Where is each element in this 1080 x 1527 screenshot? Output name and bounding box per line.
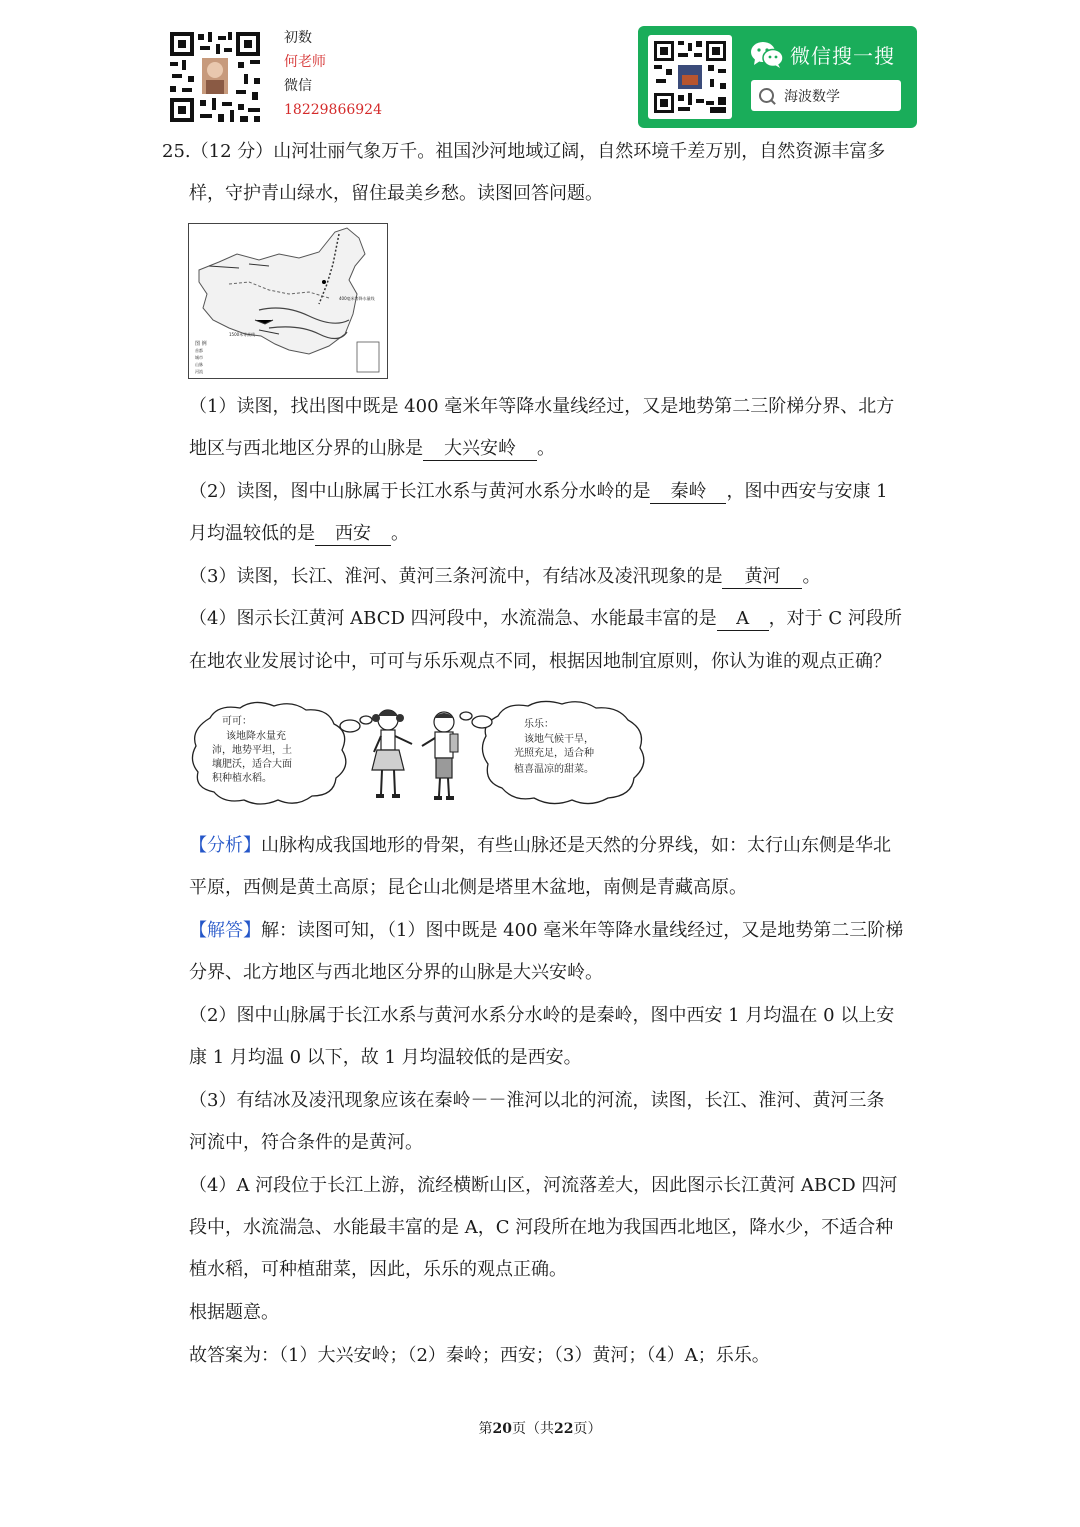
keke-line: 壤肥沃，适合大面 bbox=[212, 759, 292, 770]
contact-line-teacher: 何老师 bbox=[284, 54, 326, 70]
keke-line: 可可： bbox=[222, 716, 252, 727]
q2-text2: 月均温较低的是 bbox=[189, 523, 315, 544]
q1-answer: 大兴安岭 bbox=[423, 438, 537, 461]
map-legend-river: 河流 bbox=[195, 369, 203, 374]
wechat-search-card[interactable] bbox=[638, 26, 917, 128]
q2-line1 bbox=[189, 481, 888, 504]
question-stem-line1: 25.（12 分）山河壮丽气象万千。祖国沙河地域辽阔，自然环境千差万别，自然资源丰富多 bbox=[162, 141, 886, 162]
q1-line1: （1）读图，找出图中既是 400 毫米年等降水量线经过，又是地势第二三阶梯分界、北方 bbox=[189, 396, 895, 417]
answer-line9: 植水稻，可种植甜菜，因此，乐乐的观点正确。 bbox=[189, 1259, 567, 1280]
answer-final: 故答案为：（1）大兴安岭；（2）秦岭；西安；（3）黄河；（4）A；乐乐。 bbox=[189, 1345, 770, 1366]
keke-line: 该地降水量充 bbox=[226, 731, 286, 742]
answer-line1 bbox=[189, 920, 903, 942]
q2-answer-1: 秦岭 bbox=[650, 481, 726, 504]
question-stem-line2: 样，守护青山绿水，留住最美乡愁。读图回答问题。 bbox=[189, 183, 603, 204]
q2-line2 bbox=[189, 523, 409, 546]
lele-line: 植喜温凉的甜菜。 bbox=[514, 764, 594, 775]
keke-line: 沛，地势平坦，土 bbox=[212, 745, 292, 756]
footer-suffix: 页） bbox=[573, 1421, 602, 1437]
q1-line2 bbox=[189, 438, 555, 461]
q3-line bbox=[189, 566, 820, 589]
q3-text: （3）读图，长江、淮河、黄河三条河流中，有结冰及凌汛现象的是 bbox=[189, 566, 723, 587]
map-label-contour: 1500米等高线 bbox=[229, 332, 256, 337]
q1-text: 地区与西北地区分界的山脉是 bbox=[189, 438, 423, 459]
map-legend-title: 图 例 bbox=[195, 341, 207, 347]
answer-line5: （3）有结冰及凌汛现象应该在秦岭－－淮河以北的河流，读图，长江、淮河、黄河三条 bbox=[189, 1090, 885, 1111]
wechat-search-keyword: 海波数学 bbox=[784, 89, 840, 105]
q2-answer-2: 西安 bbox=[315, 523, 391, 546]
answer-line3: （2）图中山脉属于长江水系与黄河水系分水岭的是秦岭，图中西安 1 月均温在 0 以上安 bbox=[189, 1005, 895, 1026]
analysis-text: 山脉构成我国地形的骨架，有些山脉还是天然的分界线，如：太行山东侧是华北 bbox=[261, 835, 891, 856]
contact-line: 微信 bbox=[284, 78, 312, 94]
qr-code-icon bbox=[168, 30, 262, 124]
answer-tag: 【解答】 bbox=[189, 920, 261, 941]
china-map-figure bbox=[188, 223, 388, 379]
map-legend-city: 城市 bbox=[195, 355, 203, 360]
analysis-line2: 平原，西侧是黄土高原；昆仑山北侧是塔里木盆地，南侧是青藏高原。 bbox=[189, 877, 747, 898]
q4-text: （4）图示长江黄河 ABCD 四河段中，水流湍急、水能最丰富的是 bbox=[189, 608, 717, 629]
q3-answer: 黄河 bbox=[722, 566, 802, 589]
analysis-tag: 【分析】 bbox=[189, 835, 261, 856]
lele-line: 乐乐： bbox=[524, 719, 554, 730]
q4-line2: 在地农业发展讨论中，可可与乐乐观点不同，根据因地制宜原则，你认为谁的观点正确？ bbox=[189, 651, 891, 672]
footer-total-pages: 22 bbox=[554, 1421, 574, 1437]
q2-text: （2）读图，图中山脉属于长江水系与黄河水系分水岭的是 bbox=[189, 481, 651, 502]
lele-line: 光照充足，适合种 bbox=[514, 748, 594, 759]
answer-line4: 康 1 月均温 0 以下，故 1 月均温较低的是西安。 bbox=[189, 1047, 582, 1068]
q3-end: 。 bbox=[802, 566, 821, 587]
q2-end: 。 bbox=[391, 523, 409, 544]
contact-info bbox=[284, 26, 382, 122]
wechat-search-title: 微信搜一搜 bbox=[790, 44, 895, 68]
answer-line2: 分界、北方地区与西北地区分界的山脉是大兴安岭。 bbox=[189, 962, 603, 983]
analysis-line1 bbox=[189, 835, 891, 857]
answer-line10: 根据题意。 bbox=[189, 1302, 279, 1323]
map-legend-capital: 首都 bbox=[195, 348, 203, 353]
answer-text: 解：读图可知，（1）图中既是 400 毫米年等降水量线经过，又是地势第二三阶梯 bbox=[261, 920, 904, 941]
search-icon bbox=[759, 88, 774, 103]
contact-phone: 18229866924 bbox=[284, 102, 382, 118]
girl-figure bbox=[372, 710, 412, 798]
footer-page-number: 20 bbox=[492, 1421, 512, 1437]
answer-line7: （4）A 河段位于长江上游，流经横断山区，河流落差大，因此图示长江黄河 ABCD 四河 bbox=[189, 1175, 898, 1196]
wechat-search-box[interactable] bbox=[751, 80, 901, 111]
cartoon-figure bbox=[188, 700, 650, 808]
page-footer bbox=[0, 1418, 1080, 1438]
answer-line6: 河流中，符合条件的是黄河。 bbox=[189, 1132, 423, 1153]
answer-line8: 段中，水流湍急、水能最丰富的是 A，C 河段所在地为我国西北地区，降水少，不适合种 bbox=[189, 1217, 894, 1238]
lele-line: 该地气候干旱， bbox=[524, 734, 594, 745]
keke-line: 积种植水稻。 bbox=[212, 773, 272, 784]
q1-end: 。 bbox=[537, 438, 555, 459]
contact-line: 初数 bbox=[284, 30, 312, 46]
q2-text-cont: ，图中西安与安康 1 bbox=[726, 481, 888, 502]
map-legend-mountain: 山脉 bbox=[195, 362, 203, 367]
qr-code-icon bbox=[648, 35, 732, 119]
boy-figure bbox=[422, 712, 458, 800]
footer-middle: 页（共 bbox=[512, 1421, 554, 1437]
wechat-logo-icon bbox=[750, 41, 784, 69]
map-label-precip-line: 400毫米等降水量线 bbox=[339, 296, 375, 301]
q4-text-cont: ，对于 C 河段所 bbox=[768, 608, 902, 629]
footer-prefix: 第 bbox=[478, 1421, 493, 1437]
q4-line1 bbox=[189, 608, 902, 631]
q4-answer: A bbox=[717, 608, 769, 631]
